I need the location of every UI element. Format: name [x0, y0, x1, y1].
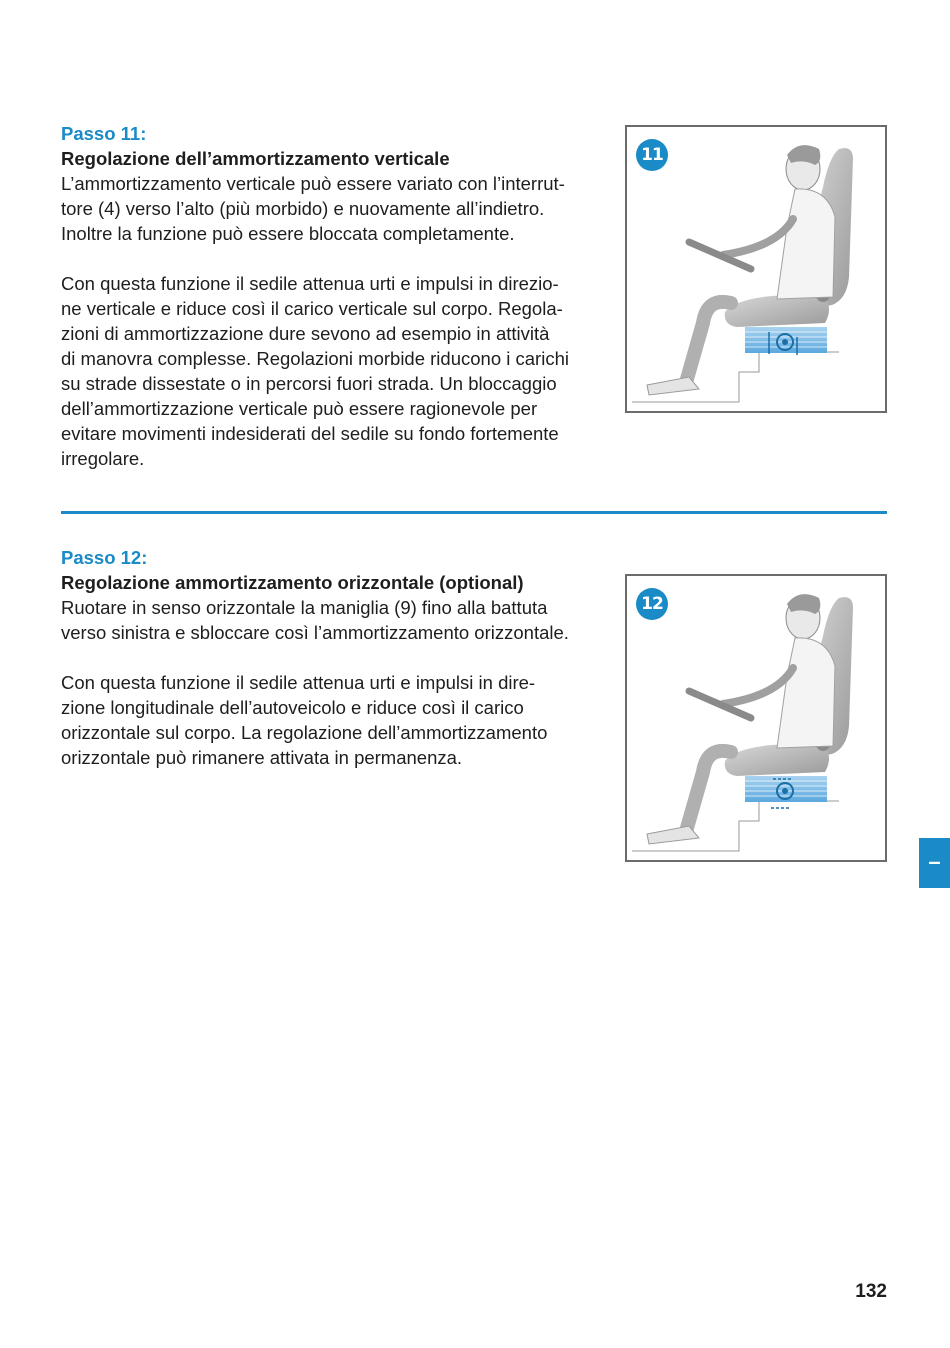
chapter-side-tab: – [919, 838, 950, 888]
text-line: verso sinistra e sbloccare così l’ammortizzamento orizzontale. [61, 622, 569, 643]
text-line: Inoltre la funzione può essere bloccata completamente. [61, 223, 515, 244]
text-line: irregolare. [61, 448, 145, 469]
step-11-heading: Regolazione dell’ammortizzamento verticale [61, 148, 450, 169]
text-line: orizzontale sul corpo. La regolazione dell’ammortizzamento [61, 722, 548, 743]
step-12-badge: 12 [636, 588, 668, 620]
text-line: Con questa funzione il sedile attenua urti e impulsi in direzio- [61, 273, 559, 294]
step-12-paragraph-2 [61, 670, 621, 770]
step-11-paragraph-1 [61, 171, 621, 246]
text-line: ne verticale e riduce così il carico verticale sul corpo. Regola- [61, 298, 563, 319]
text-line: tore (4) verso l’alto (più morbido) e nuovamente all’indietro. [61, 198, 545, 219]
text-line: di manovra complesse. Regolazioni morbide riducono i carichi [61, 348, 569, 369]
figure-step-12 [625, 574, 887, 862]
step-11-title: Passo 11: [61, 123, 147, 144]
text-line: L’ammortizzamento verticale può essere variato con l’interrut- [61, 173, 565, 194]
text-line: zioni di ammortizzazione dure sevono ad esempio in attività [61, 323, 550, 344]
step-11-section [61, 121, 621, 471]
step-12-title: Passo 12: [61, 547, 148, 568]
text-line: dell’ammortizzazione verticale può essere ragionevole per [61, 398, 538, 419]
text-line: orizzontale può rimanere attivata in permanenza. [61, 747, 463, 768]
step-11-badge: 11 [636, 139, 668, 171]
step-12-paragraph-1 [61, 595, 621, 645]
text-line: Con questa funzione il sedile attenua urti e impulsi in dire- [61, 672, 536, 693]
section-divider [61, 511, 887, 514]
figure-step-11 [625, 125, 887, 413]
text-line: Ruotare in senso orizzontale la maniglia (9) fino alla battuta [61, 597, 548, 618]
step-11-paragraph-2 [61, 271, 621, 471]
seat-illustration-vertical-damping-icon [627, 127, 885, 411]
text-line: evitare movimenti indesiderati del sedile su fondo fortemente [61, 423, 559, 444]
step-12-section [61, 545, 621, 770]
text-line: zione longitudinale dell’autoveicolo e riduce così il carico [61, 697, 524, 718]
text-line: su strade dissestate o in percorsi fuori strada. Un bloccaggio [61, 373, 557, 394]
seat-illustration-horizontal-damping-icon [627, 576, 885, 860]
step-12-heading: Regolazione ammortizzamento orizzontale (optional) [61, 572, 524, 593]
page-number: 132 [855, 1281, 887, 1302]
